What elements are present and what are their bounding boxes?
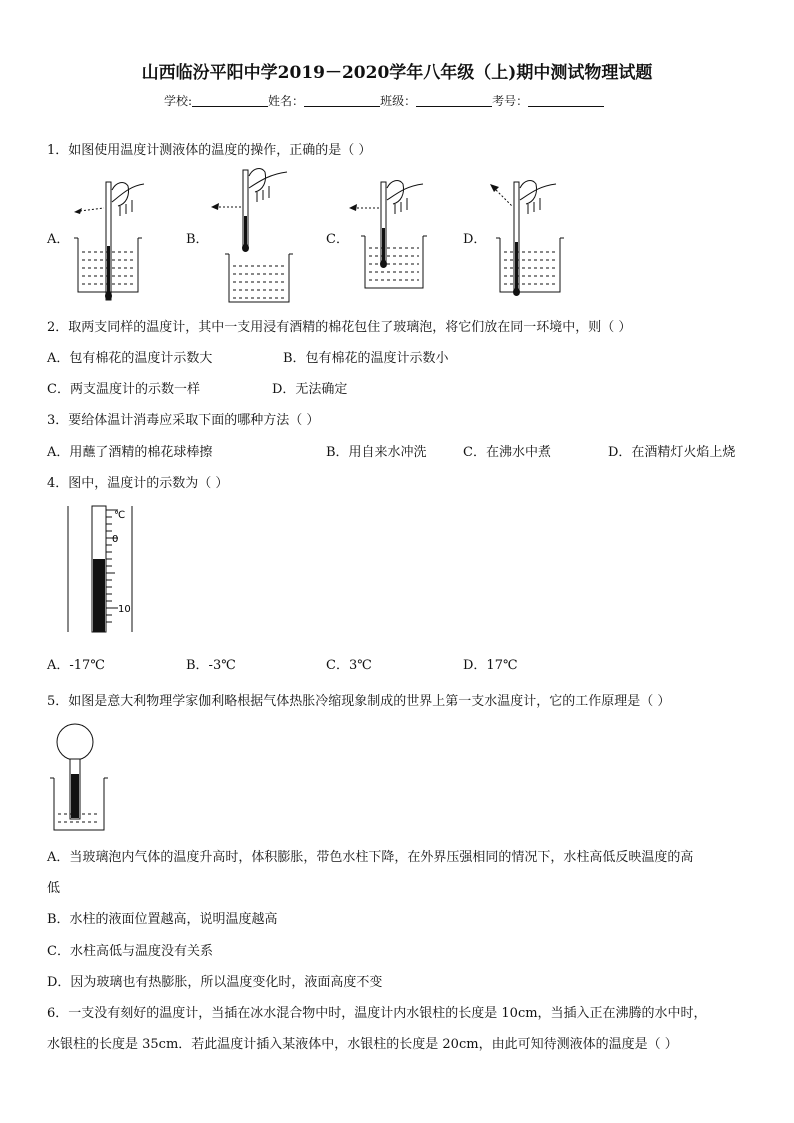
q4-zero-label: 0 [112, 534, 119, 545]
q4-ten-label: 10 [118, 604, 131, 615]
question-1-stem: 1．如图使用温度计测液体的温度的操作，正确的是（ ） [47, 143, 372, 158]
q2-option-d: D．无法确定 [272, 382, 348, 397]
q1-option-d-label: D． [463, 232, 487, 247]
q5-option-a-line2: 低 [47, 881, 61, 896]
class-blank [416, 93, 492, 107]
q4-option-a: A．-17℃ [47, 658, 105, 673]
q5-option-b: B．水柱的液面位置越高，说明温度越高 [47, 912, 278, 927]
q2-option-b: B．包有棉花的温度计示数小 [283, 351, 449, 366]
page-title: 山西临汾平阳中学2019－2020学年八年级（上)期中测试物理试题 [141, 63, 653, 83]
school-blank [192, 93, 268, 107]
class-label: 班级： [380, 94, 417, 108]
q1-figure-c [345, 178, 445, 298]
q4-option-c: C．3℃ [326, 658, 372, 673]
name-label: 姓名： [268, 94, 305, 108]
q1-option-a-label: A． [47, 232, 70, 247]
question-6-stem-line2: 水银柱的长度是 35cm．若此温度计插入某液体中，水银柱的长度是 20cm，由此可知待测液体的温度是（ ） [47, 1037, 678, 1052]
school-label: 学校: [164, 94, 193, 108]
q5-galileo-thermometer-figure [48, 720, 118, 835]
question-4-stem: 4．图中，温度计的示数为（ ） [47, 476, 229, 491]
q3-option-d: D．在酒精灯火焰上烧 [608, 445, 736, 460]
q4-option-d: D．17℃ [463, 658, 518, 673]
question-2-stem: 2．取两支同样的温度计，其中一支用浸有酒精的棉花包住了玻璃泡，将它们放在同一环境中，则（ ） [47, 320, 632, 335]
q4-unit-label: ℃ [114, 510, 126, 521]
q5-option-d: D．因为玻璃也有热膨胀，所以温度变化时，液面高度不变 [47, 975, 383, 990]
q4-thermometer-figure [60, 500, 140, 640]
exam-no-label: 考号： [492, 94, 529, 108]
q4-option-b: B．-3℃ [186, 658, 236, 673]
q1-option-c-label: C． [326, 232, 349, 247]
question-6-stem-line1: 6．一支没有刻好的温度计，当插在冰水混合物中时，温度计内水银柱的长度是 10cm，当插入正在沸腾的水中时， [47, 1006, 707, 1021]
name-blank [304, 93, 380, 107]
q3-option-c: C．在沸水中煮 [463, 445, 551, 460]
q3-option-a: A．用蘸了酒精的棉花球棒擦 [47, 445, 213, 460]
q2-option-a: A．包有棉花的温度计示数大 [47, 351, 213, 366]
exam-no-blank [528, 93, 604, 107]
q2-option-c: C．两支温度计的示数一样 [47, 382, 200, 397]
q3-option-b: B．用自来水冲洗 [326, 445, 427, 460]
student-info-line [164, 92, 604, 109]
question-5-stem: 5．如图是意大利物理学家伽利略根据气体热胀冷缩现象制成的世界上第一支水温度计，它的工作原理是（ ） [47, 694, 671, 709]
q5-option-c: C．水柱高低与温度没有关系 [47, 944, 213, 959]
q5-option-a-line1: A．当玻璃泡内气体的温度升高时，体积膨胀，带色水柱下降，在外界压强相同的情况下，水柱高低反映温度的高 [47, 850, 694, 865]
q1-figure-b [205, 166, 305, 306]
question-3-stem: 3．要给体温计消毒应采取下面的哪种方法（ ） [47, 413, 320, 428]
q1-figure-a [66, 176, 166, 296]
q1-option-b-label: B． [186, 232, 209, 247]
q1-figure-d [482, 176, 582, 296]
